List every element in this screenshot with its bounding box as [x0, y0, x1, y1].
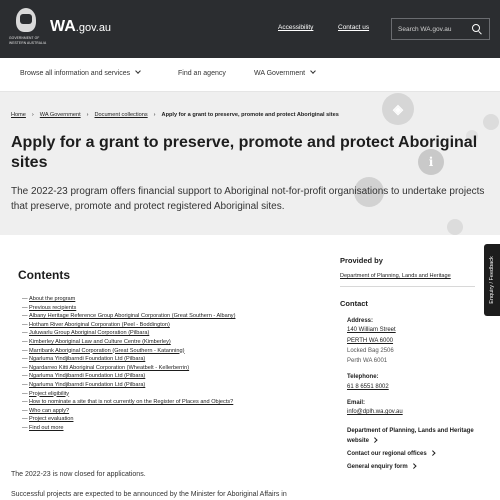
address-label: Address:: [347, 318, 374, 324]
nav-wa-government[interactable]: [254, 70, 315, 77]
contents-link[interactable]: Ngarluma Yindjibarndi Foundation Ltd (Pilbara): [29, 373, 146, 380]
chevron-down-icon: [310, 68, 316, 74]
crest-emblem-icon: [16, 8, 36, 32]
address-line4: Perth WA 6001: [347, 358, 388, 364]
info-icon: i: [428, 155, 434, 169]
decorative-bubble: [483, 114, 499, 130]
contents-item: —Project eligibility: [22, 390, 70, 397]
enquiry-form-label: General enquiry form: [347, 464, 408, 470]
contents-link[interactable]: Project evaluation: [29, 416, 74, 423]
contents-list: [22, 295, 235, 433]
contents-item: —Ngarluma Yindjibarndi Foundation Ltd (Pilbara): [22, 381, 146, 388]
closed-note: The 2022-23 is now closed for applications.: [11, 471, 146, 478]
contents-link[interactable]: Previous recipients: [29, 304, 77, 311]
contents-link[interactable]: Who can apply?: [29, 407, 70, 414]
regional-offices-label: Contact our regional offices: [347, 451, 427, 457]
contact-heading: Contact: [340, 299, 368, 308]
breadcrumb: [11, 112, 339, 118]
dept-website-label: Department of Planning, Lands and Heritage website: [347, 428, 474, 444]
chevron-right-icon: [430, 450, 435, 455]
chevron-right-icon: ›: [153, 112, 156, 118]
wa-government-crest-logo[interactable]: [9, 8, 47, 48]
contact-us-link[interactable]: Contact us: [338, 24, 370, 31]
feedback-tab-label: Enquiry / Feedback: [489, 256, 495, 304]
announce-note: Successful projects are expected to be announced by the Minister for Aboriginal Affairs in: [11, 491, 287, 498]
site-header: [0, 0, 500, 58]
chevron-right-icon: [411, 463, 416, 468]
contents-link[interactable]: How to nominate a site that is not currently on the Register of Places and Objects?: [29, 399, 234, 406]
contents-item: —Project evaluation: [22, 416, 74, 423]
contents-item: —Juluwarlu Group Aboriginal Corporation (Pilbara): [22, 330, 150, 337]
contents-item: —Previous recipients: [22, 304, 77, 311]
contents-item: —Ngardarreo Kitti Aboriginal Corporation (Wheatbelt - Kellerberrin): [22, 364, 190, 371]
breadcrumb-document-collections[interactable]: Document collections: [94, 112, 148, 118]
contents-link[interactable]: Hotham River Aboriginal Corporation (Peel - Boddington): [29, 321, 170, 328]
contents-item: —Kimberley Aboriginal Law and Culture Centre (Kimberley): [22, 338, 171, 345]
regional-offices-link[interactable]: [347, 449, 434, 459]
provided-by-heading: Provided by: [340, 256, 383, 265]
enquiry-form-link[interactable]: [347, 462, 415, 472]
page-title: Apply for a grant to preserve, promote and protect Aboriginal sites: [11, 134, 478, 171]
contents-item: —Albany Heritage Reference Group Aboriginal Corporation (Great Southern - Albany): [22, 313, 236, 320]
contents-item: —Hotham River Aboriginal Corporation (Peel - Boddington): [22, 321, 170, 328]
contents-link[interactable]: About the program: [29, 296, 76, 302]
contents-link[interactable]: Ngardarreo Kitti Aboriginal Corporation (Wheatbelt - Kellerberrin): [29, 364, 190, 371]
contents-link[interactable]: Ngarluma Yindjibarndi Foundation Ltd (Pilbara): [29, 356, 146, 363]
breadcrumb-current: Apply for a grant to preserve, promote and protect Aboriginal sites: [161, 112, 339, 118]
layers-icon: ◈: [393, 101, 403, 117]
contents-link[interactable]: Marribank Aboriginal Corporation (Great Southern - Katanning): [29, 347, 185, 354]
provider-link[interactable]: Department of Planning, Lands and Heritage: [340, 273, 451, 279]
contents-item: —Ngarluma Yindjibarndi Foundation Ltd (Pilbara): [22, 356, 146, 363]
chevron-down-icon: [135, 68, 141, 74]
telephone-link[interactable]: 61 8 6551 8002: [347, 384, 389, 390]
chevron-right-icon: ›: [31, 112, 34, 118]
contents-item: —Who can apply?: [22, 407, 70, 414]
enquiry-feedback-tab[interactable]: [484, 244, 500, 316]
contents-link[interactable]: Ngarluma Yindjibarndi Foundation Ltd (Pilbara): [29, 381, 146, 388]
search-input[interactable]: [398, 24, 468, 35]
nav-browse-all[interactable]: [20, 70, 140, 77]
nav-wagov-label: WA Government: [254, 70, 306, 77]
contents-item: —Marribank Aboriginal Corporation (Great Southern - Katanning): [22, 347, 185, 354]
accessibility-link[interactable]: Accessibility: [278, 24, 314, 31]
nav-agency-label: Find an agency: [178, 70, 226, 77]
crest-text-line1: GOVERNMENT OF: [9, 36, 40, 40]
contents-item: —How to nominate a site that is not currently on the Register of Places and Objects?: [22, 399, 234, 406]
contents-item: —Find out more: [22, 424, 64, 431]
contents-link[interactable]: Project eligibility: [29, 390, 70, 397]
contents-link[interactable]: Kimberley Aboriginal Law and Culture Centre (Kimberley): [29, 338, 171, 345]
breadcrumb-home[interactable]: Home: [11, 112, 26, 118]
breadcrumb-wa-government[interactable]: WA Government: [39, 112, 81, 118]
contents-link[interactable]: Juluwarlu Group Aboriginal Corporation (Pilbara): [29, 330, 150, 337]
main-navigation: [0, 58, 500, 92]
nav-find-agency[interactable]: [178, 70, 226, 77]
address-line2-link[interactable]: PERTH WA 6000: [347, 338, 394, 344]
contents-link[interactable]: Find out more: [29, 424, 64, 431]
contents-item: —Ngarluma Yindjibarndi Foundation Ltd (Pilbara): [22, 373, 146, 380]
wa-gov-logo[interactable]: [50, 18, 111, 36]
search-icon[interactable]: [472, 24, 480, 32]
page-intro: The 2022-23 program offers financial support to Aboriginal not-for-profit organisations to undertake projects that preserve, promote and protect registered Aboriginal sites.: [11, 186, 485, 212]
contents-link[interactable]: Albany Heritage Reference Group Aboriginal Corporation (Great Southern - Albany): [29, 313, 236, 320]
telephone-label: Telephone:: [347, 374, 379, 380]
email-link[interactable]: info@dplh.wa.gov.au: [347, 409, 403, 415]
sidebar-divider: [340, 286, 475, 287]
nav-browse-label: Browse all information and services: [20, 70, 131, 77]
email-label: Email:: [347, 400, 366, 406]
decorative-layers-bubble: [382, 93, 414, 125]
contents-heading: Contents: [18, 268, 70, 282]
dept-website-link[interactable]: [347, 426, 482, 446]
brand-suffix: .gov.au: [75, 22, 112, 34]
decorative-bubble: [447, 219, 463, 235]
address-line1-link[interactable]: 140 William Street: [347, 327, 396, 333]
chevron-right-icon: [372, 437, 377, 442]
search-box: [391, 18, 490, 40]
address-line3: Locked Bag 2506: [347, 348, 394, 354]
crest-text-line2: WESTERN AUSTRALIA: [9, 41, 47, 45]
contents-item: —About the program: [22, 296, 76, 302]
brand-main: WA: [50, 18, 76, 35]
chevron-right-icon: ›: [86, 112, 89, 118]
